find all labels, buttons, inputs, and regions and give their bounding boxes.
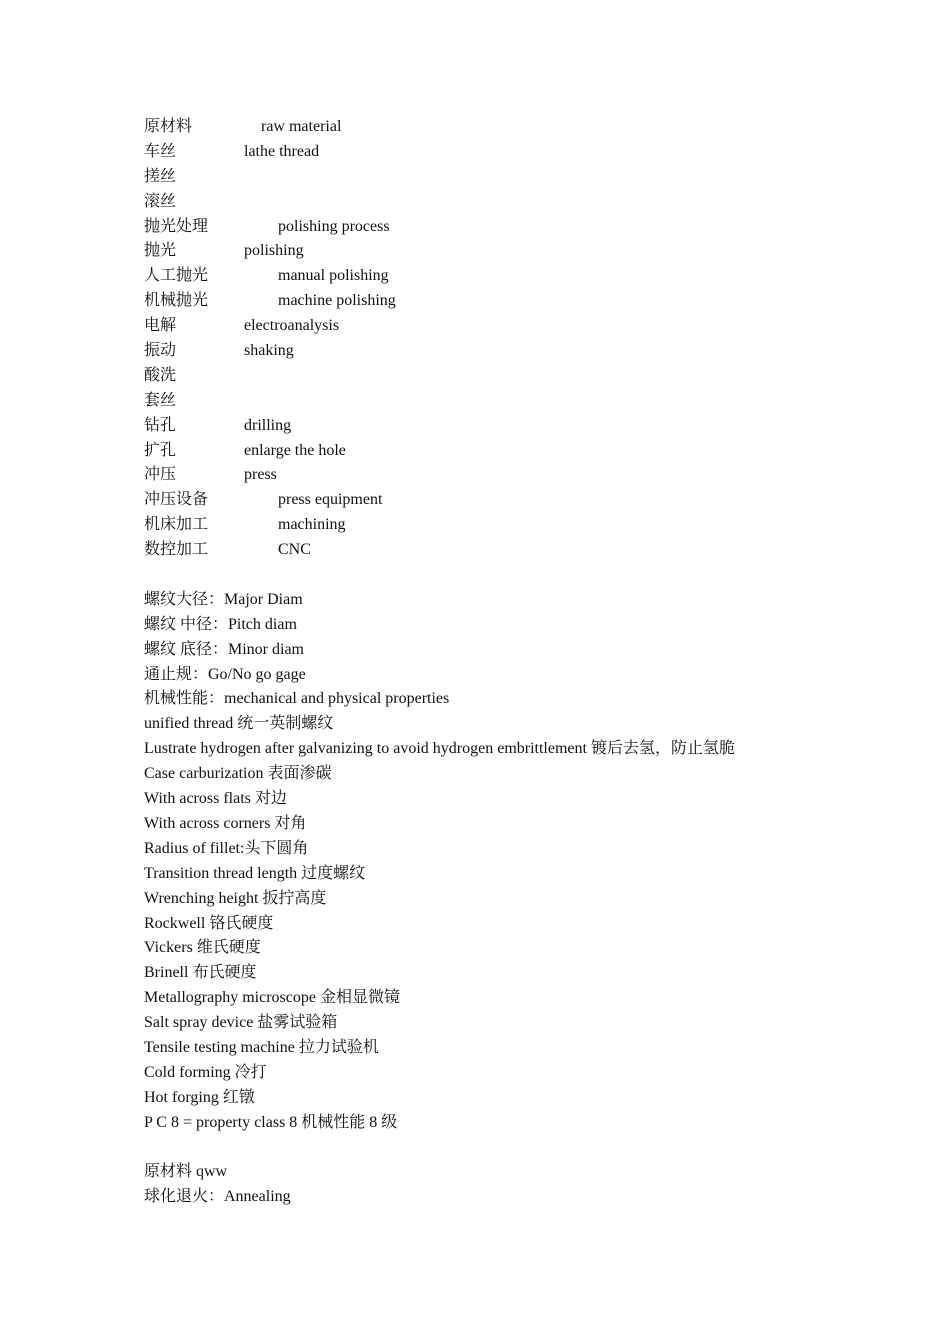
term-chinese: 抛光处理 — [144, 217, 209, 235]
term-english: press equipment — [278, 491, 383, 509]
glossary-row — [144, 488, 904, 513]
document-page — [144, 115, 904, 1210]
term-chinese: 数控加工 — [144, 541, 209, 559]
glossary-list — [144, 588, 904, 1136]
glossary-line: Metallography microscope 金相显微镜 — [144, 989, 400, 1007]
glossary-row — [144, 165, 904, 190]
term-chinese: 冲压 — [144, 466, 177, 484]
glossary-row — [144, 339, 904, 364]
term-chinese: 车丝 — [144, 142, 177, 160]
term-english: electroanalysis — [244, 317, 340, 335]
term-english: polishing — [244, 242, 304, 260]
term-chinese: 扩孔 — [144, 441, 177, 459]
glossary-line: 球化退火：Annealing — [144, 1188, 291, 1206]
glossary-row — [144, 389, 904, 414]
term-english: lathe thread — [244, 142, 320, 160]
glossary-row — [144, 513, 904, 538]
glossary-line: Rockwell 铬氏硬度 — [144, 914, 274, 932]
glossary-line: Cold forming 冷打 — [144, 1063, 267, 1081]
glossary-row — [144, 439, 904, 464]
glossary-line: With across corners 对角 — [144, 814, 307, 832]
glossary-line: Hot forging 红镦 — [144, 1088, 255, 1106]
glossary-line: 机械性能：mechanical and physical properties — [144, 690, 450, 708]
glossary-row — [144, 314, 904, 339]
glossary-line: Vickers 维氏硬度 — [144, 939, 261, 957]
glossary-tail — [144, 1160, 904, 1210]
term-english: polishing process — [278, 217, 390, 235]
glossary-row — [144, 140, 904, 165]
term-english: shaking — [244, 342, 294, 360]
glossary-line: With across flats 对边 — [144, 790, 287, 808]
glossary-line: Transition thread length 过度螺纹 — [144, 864, 366, 882]
glossary-row — [144, 115, 904, 140]
term-english: raw material — [261, 118, 342, 135]
glossary-line: unified thread 统一英制螺纹 — [144, 715, 334, 733]
spacer — [144, 1136, 904, 1161]
glossary-row — [144, 538, 904, 563]
glossary-row — [144, 463, 904, 488]
term-english: machining — [278, 516, 346, 534]
glossary-line: Brinell 布氏硬度 — [144, 964, 257, 982]
spacer — [144, 563, 904, 588]
glossary-row — [144, 239, 904, 264]
glossary-row — [144, 190, 904, 215]
term-chinese: 抛光 — [144, 242, 177, 260]
glossary-line: Wrenching height 扳拧高度 — [144, 889, 327, 907]
term-chinese: 原材料 — [144, 118, 193, 135]
term-chinese: 酸洗 — [144, 366, 177, 384]
glossary-line: P C 8 = property class 8 机械性能 8 级 — [144, 1113, 398, 1131]
glossary-row — [144, 364, 904, 389]
glossary-line: 螺纹 中径：Pitch diam — [144, 615, 297, 633]
term-english: machine polishing — [278, 292, 396, 310]
term-chinese: 冲压设备 — [144, 491, 209, 509]
glossary-row — [144, 289, 904, 314]
glossary-line: 通止规：Go/No go gage — [144, 665, 306, 683]
term-english: CNC — [278, 541, 311, 559]
term-english: enlarge the hole — [244, 441, 346, 459]
glossary-line: 螺纹大径：Major Diam — [144, 590, 303, 608]
term-chinese: 滚丝 — [144, 192, 177, 210]
term-chinese: 搓丝 — [144, 167, 177, 185]
term-chinese: 振动 — [144, 342, 177, 360]
glossary-line: Radius of fillet:头下圆角 — [144, 839, 309, 857]
term-english: drilling — [244, 416, 292, 434]
glossary-row — [144, 414, 904, 439]
glossary-line: Lustrate hydrogen after galvanizing to avoid hydrogen embrittlement 镀后去氢，防止氢脆 — [144, 740, 735, 758]
term-chinese: 套丝 — [144, 391, 177, 409]
glossary-row — [144, 215, 904, 240]
glossary-row — [144, 264, 904, 289]
glossary-line: 原材料 qww — [144, 1163, 228, 1181]
glossary-line: Tensile testing machine 拉力试验机 — [144, 1038, 379, 1056]
term-chinese: 机械抛光 — [144, 292, 209, 310]
term-chinese: 钻孔 — [144, 416, 177, 434]
glossary-table — [144, 115, 904, 563]
term-chinese: 人工抛光 — [144, 267, 209, 285]
glossary-line: Salt spray device 盐雾试验箱 — [144, 1014, 338, 1032]
term-english: press — [244, 466, 277, 484]
term-chinese: 电解 — [144, 317, 177, 335]
glossary-line: Case carburization 表面渗碳 — [144, 765, 332, 783]
glossary-line: 螺纹 底径：Minor diam — [144, 640, 304, 658]
term-chinese: 机床加工 — [144, 516, 209, 534]
term-english: manual polishing — [278, 267, 389, 285]
